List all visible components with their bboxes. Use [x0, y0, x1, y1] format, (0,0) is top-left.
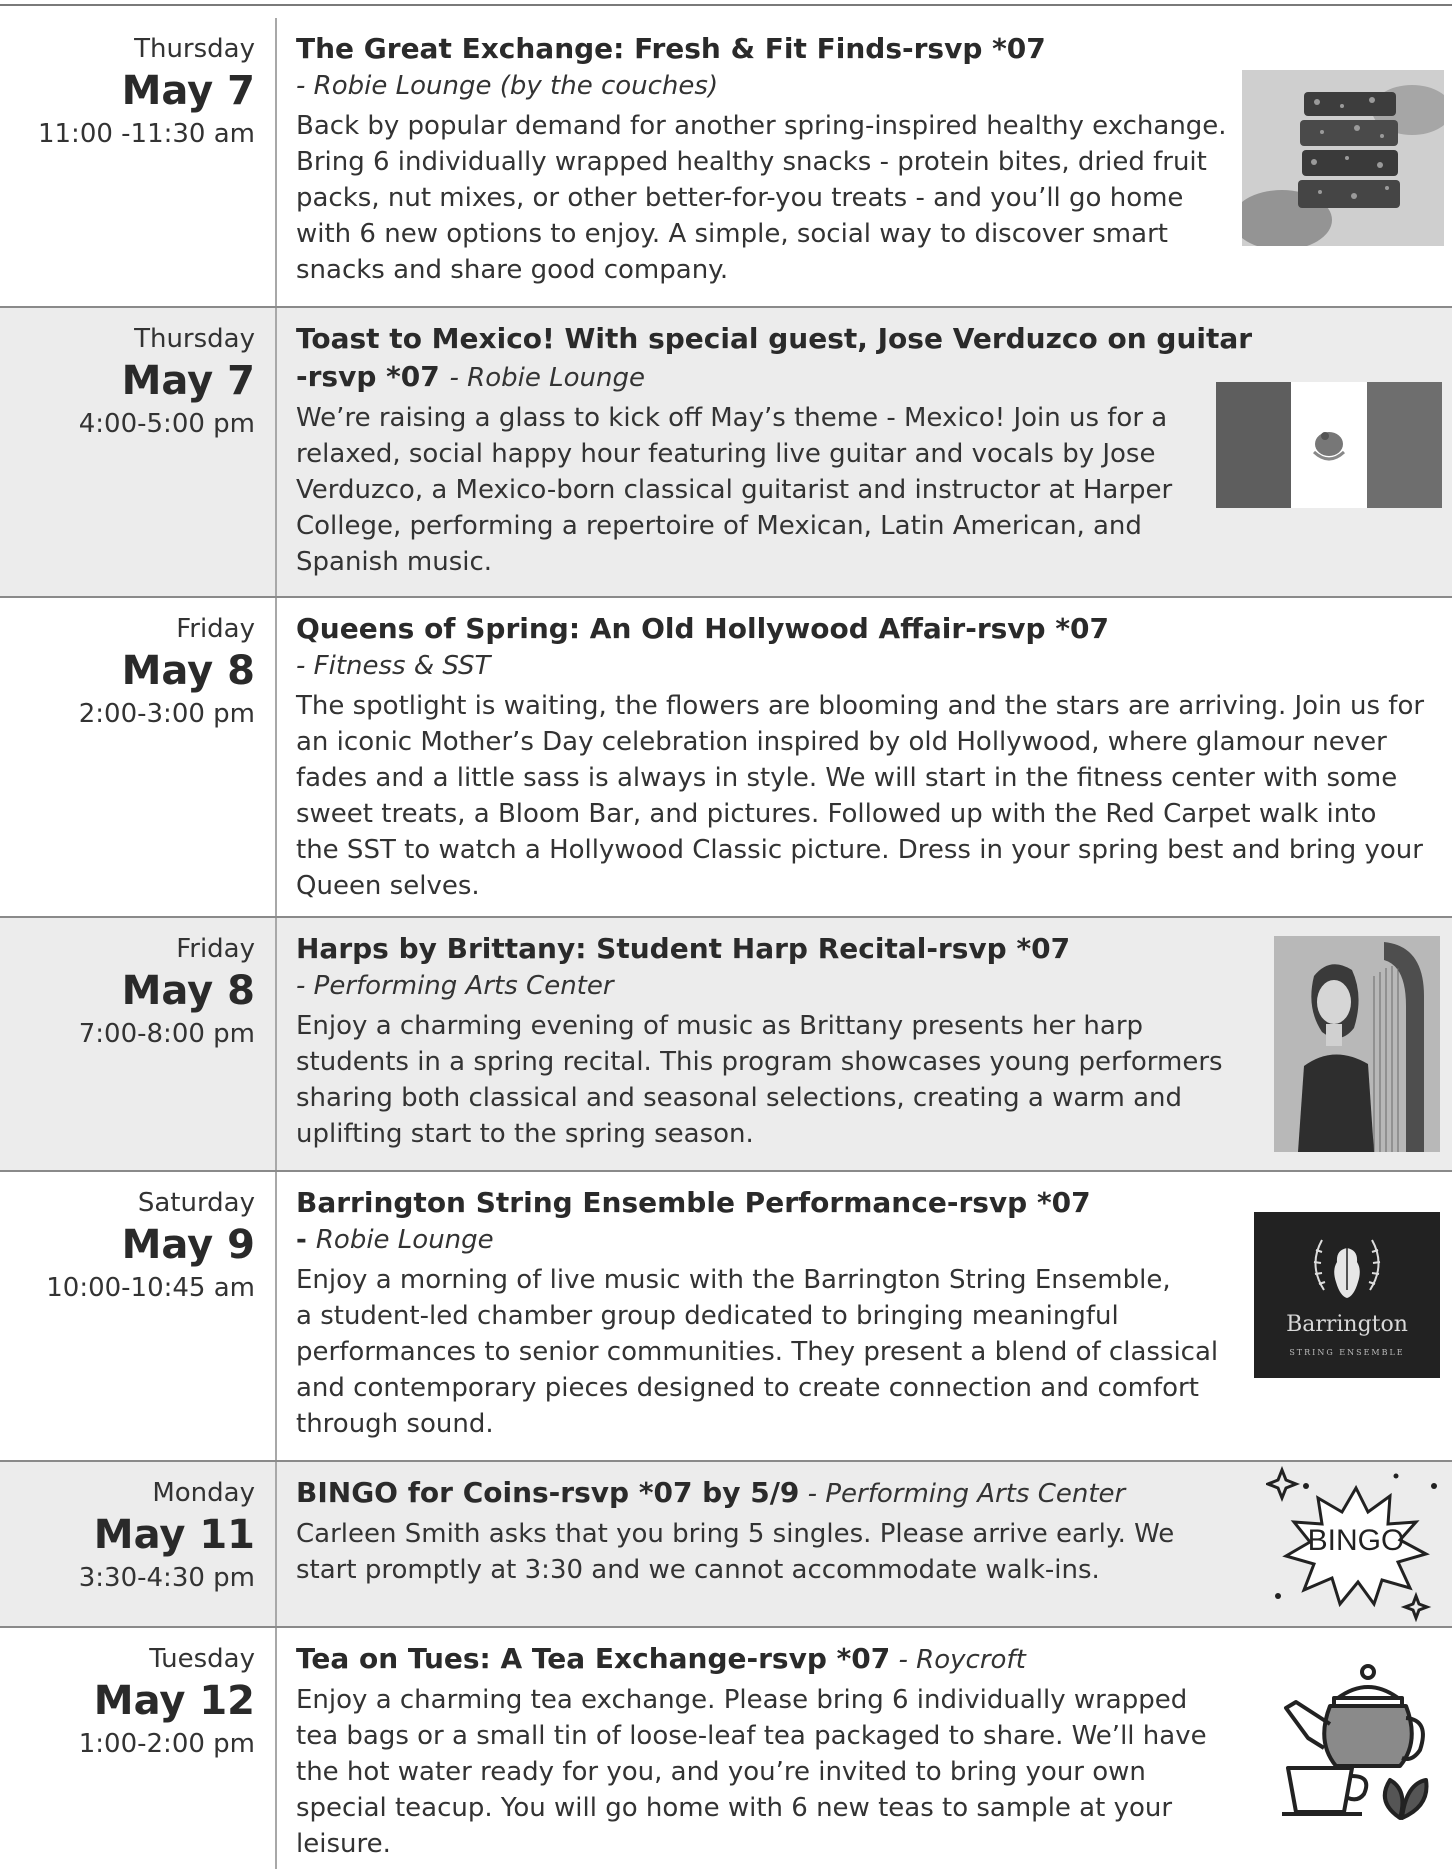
event-title: Tea on Tues: A Tea Exchange-rsvp *07 — [296, 1642, 891, 1675]
description-line: start promptly at 3:30 and we cannot accommodate walk-ins. — [296, 1555, 1100, 1585]
event-title: Toast to Mexico! With special guest, Jose Verduzco on guitar — [296, 322, 1253, 355]
snack-bars-photo — [1242, 70, 1444, 246]
description-line: sweet treats, a Bloom Bar, and pictures. Followed up with the Red Carpet walk into — [296, 799, 1377, 829]
description-line: with 6 new options to enjoy. A simple, social way to discover smart — [296, 219, 1168, 249]
bingo-burst-graphic — [1266, 1466, 1446, 1622]
event-location: - Robie Lounge (by the couches) — [296, 71, 719, 101]
description-line: Back by popular demand for another spring-inspired healthy exchange. — [296, 111, 1227, 141]
description-line: Verduzco, a Mexico-born classical guitarist and instructor at Harper — [296, 475, 1173, 505]
event-day: May 9 — [121, 1222, 255, 1268]
event-time: 7:00-8:00 pm — [78, 1019, 255, 1049]
event-row — [0, 1628, 1452, 1869]
logo-name: Barrington — [1286, 1312, 1408, 1337]
harpist-photo — [1274, 936, 1440, 1152]
description-line: Enjoy a morning of live music with the Barrington String Ensemble, — [296, 1265, 1171, 1295]
event-time: 2:00-3:00 pm — [78, 699, 255, 729]
event-day: May 8 — [121, 648, 255, 694]
description-line: Bring 6 individually wrapped healthy snacks - protein bites, dried fruit — [296, 147, 1207, 177]
description-line: a student-led chamber group dedicated to bringing meaningful — [296, 1301, 1119, 1331]
description-line: an iconic Mother’s Day celebration inspired by old Hollywood, where glamour never — [296, 727, 1387, 757]
event-date — [0, 598, 277, 916]
event-description — [296, 1008, 1223, 1152]
event-description — [296, 400, 1252, 580]
description-line: packs, nut mixes, or other better-for-you treats - and you’ll go home — [296, 183, 1184, 213]
description-line: uplifting start to the spring season. — [296, 1119, 754, 1149]
event-content — [296, 1640, 1207, 1862]
event-description — [296, 1682, 1207, 1862]
event-location: - Performing Arts Center — [799, 1479, 1126, 1509]
event-description — [296, 1516, 1174, 1588]
event-day: May 12 — [93, 1678, 255, 1724]
event-title-continued — [296, 358, 1252, 396]
description-line: sharing both classical and seasonal selections, creating a warm and — [296, 1083, 1183, 1113]
event-location-line — [296, 1222, 1218, 1258]
event-content — [296, 1474, 1174, 1588]
event-description — [296, 688, 1424, 904]
description-line: performances to senior communities. They present a blend of classical — [296, 1337, 1219, 1367]
mexican-flag-image — [1216, 382, 1442, 508]
logo-subtitle: STRING ENSEMBLE — [1289, 1348, 1405, 1357]
description-line: Spanish music. — [296, 547, 493, 577]
event-weekday: Friday — [176, 614, 255, 644]
event-date — [0, 918, 277, 1170]
event-content — [296, 1184, 1218, 1442]
event-date — [0, 1462, 277, 1626]
event-date — [0, 1172, 277, 1460]
event-content — [296, 610, 1424, 904]
event-day: May 11 — [93, 1512, 255, 1558]
event-title-line — [296, 1474, 1174, 1512]
description-line: relaxed, social happy hour featuring live guitar and vocals by Jose — [296, 439, 1156, 469]
description-line: leisure. — [296, 1829, 391, 1859]
event-content — [296, 930, 1223, 1152]
event-date — [0, 18, 277, 306]
event-time: 11:00 -11:30 am — [37, 119, 255, 149]
description-line: the SST to watch a Hollywood Classic picture. Dress in your spring best and bring your — [296, 835, 1423, 865]
event-weekday: Monday — [152, 1478, 255, 1508]
event-time: 1:00-2:00 pm — [78, 1729, 255, 1759]
event-location: - Fitness & SST — [296, 651, 491, 681]
event-row — [0, 1172, 1452, 1462]
event-date — [0, 1628, 277, 1869]
description-line: and contemporary pieces designed to create connection and comfort — [296, 1373, 1199, 1403]
description-line: The spotlight is waiting, the flowers are blooming and the stars are arriving. Join us for — [296, 691, 1425, 721]
violin-wreath-icon — [1302, 1220, 1392, 1310]
event-day: May 7 — [121, 68, 255, 114]
event-row — [0, 598, 1452, 918]
event-location: - Performing Arts Center — [296, 971, 614, 1001]
event-day: May 7 — [121, 358, 255, 404]
barrington-logo — [1254, 1212, 1440, 1378]
description-line: tea bags or a small tin of loose-leaf tea packaged to share. We’ll have — [296, 1721, 1207, 1751]
event-content — [296, 30, 1227, 288]
event-weekday: Friday — [176, 934, 255, 964]
description-line: Enjoy a charming evening of music as Brittany presents her harp — [296, 1011, 1144, 1041]
event-title: Harps by Brittany: Student Harp Recital-rsvp *07 — [296, 932, 1071, 965]
event-location: - Roycroft — [890, 1645, 1026, 1675]
event-weekday: Thursday — [134, 324, 255, 354]
description-line: fades and a little sass is always in style. We will start in the fitness center with some — [296, 763, 1398, 793]
event-title: The Great Exchange: Fresh & Fit Finds-rsvp *07 — [296, 32, 1046, 65]
teapot-icon — [1280, 1662, 1440, 1822]
event-title: Queens of Spring: An Old Hollywood Affair-rsvp *07 — [296, 612, 1109, 645]
description-line: College, performing a repertoire of Mexican, Latin American, and — [296, 511, 1142, 541]
description-line: snacks and share good company. — [296, 255, 729, 285]
event-row — [0, 18, 1452, 308]
description-line: Queen selves. — [296, 871, 480, 901]
event-time: 10:00-10:45 am — [46, 1273, 255, 1303]
description-line: the hot water ready for you, and you’re invited to bring your own — [296, 1757, 1146, 1787]
description-line: Enjoy a charming tea exchange. Please bring 6 individually wrapped — [296, 1685, 1188, 1715]
event-title: Barrington String Ensemble Performance-rsvp *07 — [296, 1186, 1091, 1219]
event-location: Robie Lounge — [315, 1225, 494, 1255]
location-dash: - — [296, 1225, 316, 1255]
event-description — [296, 108, 1227, 288]
event-title-line — [296, 1640, 1207, 1678]
event-title-rsvp: -rsvp *07 — [296, 360, 440, 393]
event-weekday: Saturday — [137, 1188, 255, 1218]
event-description — [296, 1262, 1218, 1442]
top-divider — [0, 4, 1452, 6]
event-row — [0, 1462, 1452, 1628]
event-weekday: Tuesday — [149, 1644, 255, 1674]
event-content — [296, 320, 1252, 580]
bingo-text: BINGO — [1307, 1524, 1405, 1557]
description-line: Carleen Smith asks that you bring 5 singles. Please arrive early. We — [296, 1519, 1175, 1549]
description-line: We’re raising a glass to kick off May’s theme - Mexico! Join us for a — [296, 403, 1168, 433]
event-time: 4:00-5:00 pm — [78, 409, 255, 439]
description-line: students in a spring recital. This program showcases young performers — [296, 1047, 1223, 1077]
event-location: - Robie Lounge — [449, 363, 645, 393]
event-time: 3:30-4:30 pm — [78, 1563, 255, 1593]
event-title: BINGO for Coins-rsvp *07 by 5/9 — [296, 1476, 800, 1509]
event-row — [0, 308, 1452, 598]
description-line: through sound. — [296, 1409, 494, 1439]
event-row — [0, 918, 1452, 1172]
event-weekday: Thursday — [134, 34, 255, 64]
event-date — [0, 308, 277, 596]
event-day: May 8 — [121, 968, 255, 1014]
description-line: special teacup. You will go home with 6 new teas to sample at your — [296, 1793, 1173, 1823]
